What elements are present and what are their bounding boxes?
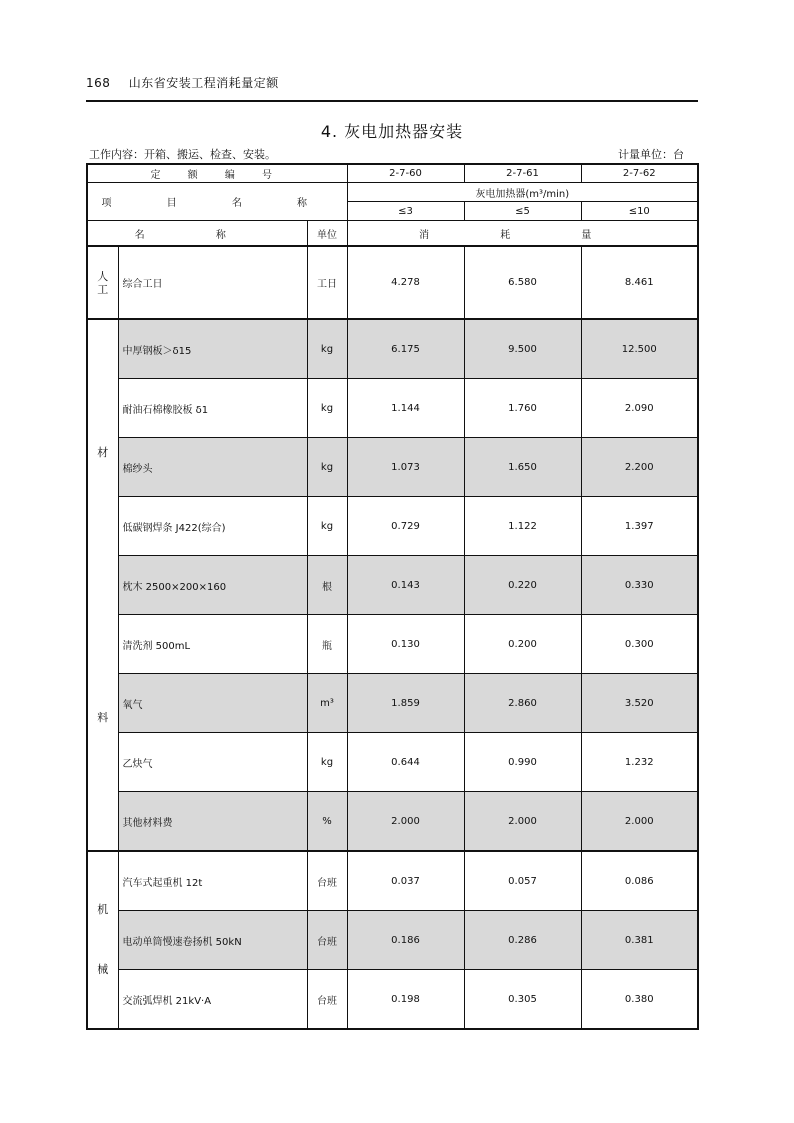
item-unit: % (307, 792, 347, 852)
table-row (87, 615, 698, 674)
table-row (87, 911, 698, 970)
item-unit: 台班 (307, 911, 347, 970)
item-unit: kg (307, 497, 347, 556)
item-unit: kg (307, 379, 347, 438)
value-cell: 2.090 (581, 379, 698, 438)
value-cell: 0.086 (581, 851, 698, 911)
code-cell: 2-7-60 (347, 164, 464, 183)
consumption-column-header: 消 耗 量 (347, 221, 698, 247)
item-unit: kg (307, 438, 347, 497)
spec-cell: ≤5 (464, 202, 581, 221)
value-cell: 1.122 (464, 497, 581, 556)
value-cell: 0.330 (581, 556, 698, 615)
header-divider (86, 100, 698, 102)
code-cell: 2-7-62 (581, 164, 698, 183)
item-name: 乙炔气 (118, 733, 307, 792)
value-cell: 0.198 (347, 970, 464, 1030)
item-name: 清洗剂 500mL (118, 615, 307, 674)
value-cell: 1.144 (347, 379, 464, 438)
value-cell: 0.305 (464, 970, 581, 1030)
category-labor: 人工 (87, 246, 118, 319)
table-row (87, 497, 698, 556)
value-cell: 1.859 (347, 674, 464, 733)
item-name: 综合工日 (118, 246, 307, 319)
table-row (87, 792, 698, 852)
table-row (87, 319, 698, 379)
value-cell: 1.397 (581, 497, 698, 556)
table-row (87, 674, 698, 733)
value-cell: 0.130 (347, 615, 464, 674)
measure-unit: 计量单位：台 (618, 148, 684, 161)
value-cell: 12.500 (581, 319, 698, 379)
value-cell: 0.990 (464, 733, 581, 792)
table-row (87, 733, 698, 792)
value-cell: 4.278 (347, 246, 464, 319)
group-header: 灰电加热器(m³/min) (347, 183, 698, 202)
value-cell: 0.380 (581, 970, 698, 1030)
value-cell: 0.200 (464, 615, 581, 674)
table-row (87, 379, 698, 438)
value-cell: 2.200 (581, 438, 698, 497)
page-header (86, 74, 698, 91)
item-name: 棉纱头 (118, 438, 307, 497)
value-cell: 2.000 (347, 792, 464, 852)
value-cell: 1.232 (581, 733, 698, 792)
item-unit: 根 (307, 556, 347, 615)
unit-column-header: 单位 (307, 221, 347, 247)
category-material: 材 料 (87, 319, 118, 851)
item-name: 低碳钢焊条 J422(综合) (118, 497, 307, 556)
item-name: 耐油石棉橡胶板 δ1 (118, 379, 307, 438)
table-row (87, 970, 698, 1030)
item-unit: 瓶 (307, 615, 347, 674)
item-unit: kg (307, 319, 347, 379)
value-cell: 0.729 (347, 497, 464, 556)
category-machine: 机 械 (87, 851, 118, 1029)
table-row (87, 851, 698, 911)
value-cell: 6.175 (347, 319, 464, 379)
item-unit: 工日 (307, 246, 347, 319)
book-title: 山东省安装工程消耗量定额 (128, 76, 279, 90)
item-unit: m³ (307, 674, 347, 733)
value-cell: 0.381 (581, 911, 698, 970)
work-content: 工作内容：开箱、搬运、检查、安装。 (89, 148, 276, 161)
item-name: 其他材料费 (118, 792, 307, 852)
value-cell: 0.037 (347, 851, 464, 911)
value-cell: 1.650 (464, 438, 581, 497)
page-number: 168 (86, 76, 111, 90)
item-name: 氧气 (118, 674, 307, 733)
value-cell: 2.860 (464, 674, 581, 733)
value-cell: 0.286 (464, 911, 581, 970)
table-row (87, 438, 698, 497)
value-cell: 2.000 (464, 792, 581, 852)
item-unit: 台班 (307, 970, 347, 1030)
quota-table (86, 163, 699, 1030)
value-cell: 0.143 (347, 556, 464, 615)
value-cell: 1.073 (347, 438, 464, 497)
code-cell: 2-7-61 (464, 164, 581, 183)
item-name: 电动单筒慢速卷扬机 50kN (118, 911, 307, 970)
value-cell: 0.644 (347, 733, 464, 792)
value-cell: 8.461 (581, 246, 698, 319)
table-row (87, 556, 698, 615)
value-cell: 0.300 (581, 615, 698, 674)
item-name: 交流弧焊机 21kV·A (118, 970, 307, 1030)
value-cell: 9.500 (464, 319, 581, 379)
spec-cell: ≤3 (347, 202, 464, 221)
value-cell: 6.580 (464, 246, 581, 319)
name-column-header: 名 称 (87, 221, 307, 247)
item-name-label: 项 目 名 称 (87, 183, 347, 221)
item-unit: kg (307, 733, 347, 792)
section-title: 4. 灰电加热器安装 (320, 122, 464, 141)
value-cell: 0.220 (464, 556, 581, 615)
quota-number-label: 定 额 编 号 (87, 164, 347, 183)
spec-cell: ≤10 (581, 202, 698, 221)
value-cell: 3.520 (581, 674, 698, 733)
item-name: 中厚钢板＞δ15 (118, 319, 307, 379)
item-name: 汽车式起重机 12t (118, 851, 307, 911)
value-cell: 2.000 (581, 792, 698, 852)
value-cell: 0.057 (464, 851, 581, 911)
value-cell: 0.186 (347, 911, 464, 970)
value-cell: 1.760 (464, 379, 581, 438)
item-name: 枕木 2500×200×160 (118, 556, 307, 615)
item-unit: 台班 (307, 851, 347, 911)
table-row (87, 246, 698, 319)
